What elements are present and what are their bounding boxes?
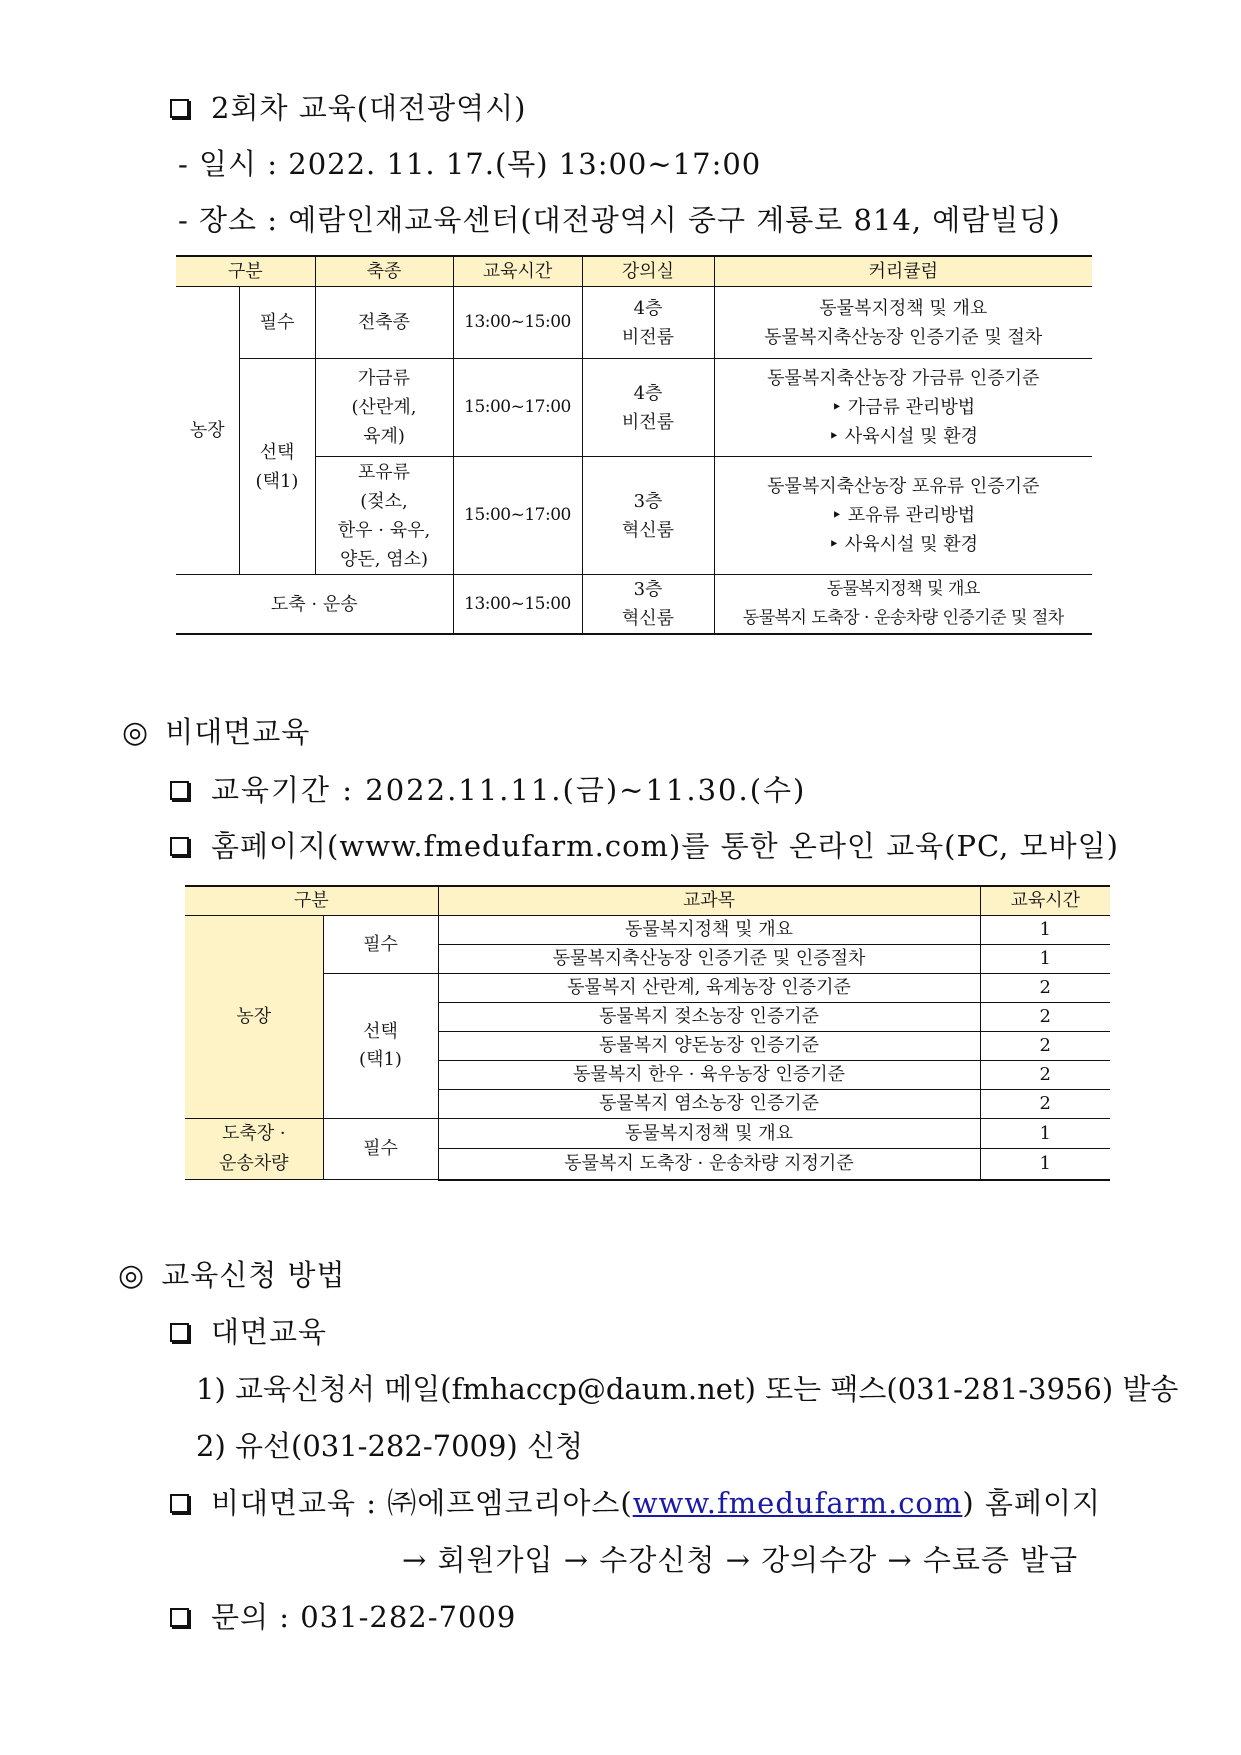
required-cell: 필수 [239, 287, 315, 359]
subject-cell: 동물복지 도축장 · 운송차량 지정기준 [438, 1149, 980, 1180]
select-cell: 선택 (택1) [323, 974, 438, 1119]
select-cell: 선택 (택1) [239, 359, 315, 575]
online-homepage: 홈페이지(www.fmedufarm.com)를 통한 온라인 교육(PC, 모바일) [211, 829, 1119, 863]
col-header-subject: 교과목 [438, 886, 980, 916]
checkbox-bullet-icon [170, 1494, 189, 1513]
table-row [176, 359, 1092, 457]
col-header-time: 교육시간 [453, 256, 582, 287]
col-header-species: 축종 [315, 256, 453, 287]
col-header-room: 강의실 [582, 256, 714, 287]
hours-cell: 2 [980, 1032, 1110, 1061]
apply-offline: 대면교육 [211, 1315, 328, 1349]
checkbox-bullet-icon [170, 1323, 189, 1342]
col-header-category: 구분 [176, 256, 315, 287]
session2-datetime: - 일시 : 2022. 11. 17.(목) 13:00~17:00 [178, 147, 762, 181]
hours-cell: 1 [980, 1119, 1110, 1149]
apply-flow: → 회원가입 → 수강신청 → 강의수강 → 수료증 발급 [402, 1543, 1079, 1577]
session2-schedule-table [176, 255, 1092, 635]
session2-heading-line [170, 86, 526, 127]
table-row [176, 287, 1092, 359]
checkbox-bullet-icon [170, 1608, 189, 1627]
room-cell: 3층 혁신룸 [582, 457, 714, 575]
time-cell: 13:00~15:00 [453, 287, 582, 359]
hours-cell: 2 [980, 974, 1110, 1003]
subject-cell: 동물복지 양돈농장 인증기준 [438, 1032, 980, 1061]
online-homepage-line [170, 824, 1119, 865]
room-cell: 3층 혁신룸 [582, 575, 714, 635]
table-row [185, 1119, 1110, 1149]
time-cell: 15:00~17:00 [453, 457, 582, 575]
subject-cell: 동물복지정책 및 개요 [438, 916, 980, 945]
apply-title-line [118, 1253, 346, 1294]
table-header-row [176, 256, 1092, 287]
room-cell: 4층 비전룸 [582, 287, 714, 359]
required-cell: 필수 [323, 916, 438, 974]
hours-cell: 1 [980, 945, 1110, 974]
session2-heading: 2회차 교육(대전광역시) [211, 91, 527, 125]
online-period: 교육기간 : 2022.11.11.(금)~11.30.(수) [211, 773, 807, 807]
curriculum-cell: 동물복지정책 및 개요 동물복지 도축장 · 운송차량 인증기준 및 절차 [714, 575, 1092, 635]
fmedufarm-link[interactable]: www.fmedufarm.com [632, 1486, 963, 1520]
hours-cell: 1 [980, 916, 1110, 945]
species-cell: 전축종 [315, 287, 453, 359]
apply-step1: 1) 교육신청서 메일(fmhaccp@daum.net) 또는 팩스(031-281-3956) 발송 [196, 1372, 1179, 1406]
session2-venue: - 장소 : 예람인재교육센터(대전광역시 중구 계룡로 814, 예람빌딩) [178, 203, 1061, 237]
subject-cell: 동물복지정책 및 개요 [438, 1119, 980, 1149]
curriculum-cell: 동물복지정책 및 개요 동물복지축산농장 인증기준 및 절차 [714, 287, 1092, 359]
subject-cell: 동물복지축산농장 인증기준 및 인증절차 [438, 945, 980, 974]
table-row [176, 575, 1092, 635]
species-cell: 가금류 (산란계, 육계) [315, 359, 453, 457]
curriculum-cell: 동물복지축산농장 포유류 인증기준 ‣ 포유류 관리방법 ‣ 사육시설 및 환경 [714, 457, 1092, 575]
checkbox-bullet-icon [170, 781, 189, 800]
col-header-category: 구분 [185, 886, 438, 916]
apply-offline-line [170, 1310, 327, 1351]
hours-cell: 2 [980, 1061, 1110, 1090]
checkbox-bullet-icon [170, 99, 189, 118]
hours-cell: 2 [980, 1090, 1110, 1119]
apply-online-line [170, 1481, 1101, 1522]
apply-online-suffix: ) 홈페이지 [962, 1486, 1101, 1520]
subject-cell: 동물복지 산란계, 육계농장 인증기준 [438, 974, 980, 1003]
species-cell: 포유류 (젖소, 한우 · 육우, 양돈, 염소) [315, 457, 453, 575]
subject-cell: 동물복지 한우 · 육우농장 인증기준 [438, 1061, 980, 1090]
online-course-table [185, 885, 1110, 1181]
slaughter-cell: 도축 · 운송 [176, 575, 453, 635]
col-header-curriculum: 커리큘럼 [714, 256, 1092, 287]
apply-online-prefix: 비대면교육 : ㈜에프엠코리아스( [211, 1486, 633, 1520]
room-cell: 4층 비전룸 [582, 359, 714, 457]
subject-cell: 동물복지 젖소농장 인증기준 [438, 1003, 980, 1032]
double-circle-icon: ◎ [118, 1258, 146, 1293]
col-header-hours: 교육시간 [980, 886, 1110, 916]
online-title: 비대면교육 [165, 715, 311, 749]
contact-line [170, 1595, 516, 1636]
double-circle-icon: ◎ [122, 715, 150, 750]
hours-cell: 1 [980, 1149, 1110, 1180]
hours-cell: 2 [980, 1003, 1110, 1032]
slaughter-cell: 도축장 · 운송차량 [185, 1119, 323, 1180]
farm-cell: 농장 [176, 287, 239, 575]
checkbox-bullet-icon [170, 837, 189, 856]
contact: 문의 : 031-282-7009 [211, 1600, 517, 1634]
table-row [185, 974, 1110, 1003]
apply-step2: 2) 유선(031-282-7009) 신청 [196, 1429, 583, 1463]
online-period-line [170, 768, 806, 809]
subject-cell: 동물복지 염소농장 인증기준 [438, 1090, 980, 1119]
curriculum-cell: 동물복지축산농장 가금류 인증기준 ‣ 가금류 관리방법 ‣ 사육시설 및 환경 [714, 359, 1092, 457]
required-cell: 필수 [323, 1119, 438, 1180]
apply-title: 교육신청 방법 [161, 1258, 346, 1292]
farm-cell: 농장 [185, 916, 323, 1119]
table-header-row [185, 886, 1110, 916]
time-cell: 15:00~17:00 [453, 359, 582, 457]
online-title-line [122, 710, 310, 751]
table-row [185, 916, 1110, 945]
time-cell: 13:00~15:00 [453, 575, 582, 635]
